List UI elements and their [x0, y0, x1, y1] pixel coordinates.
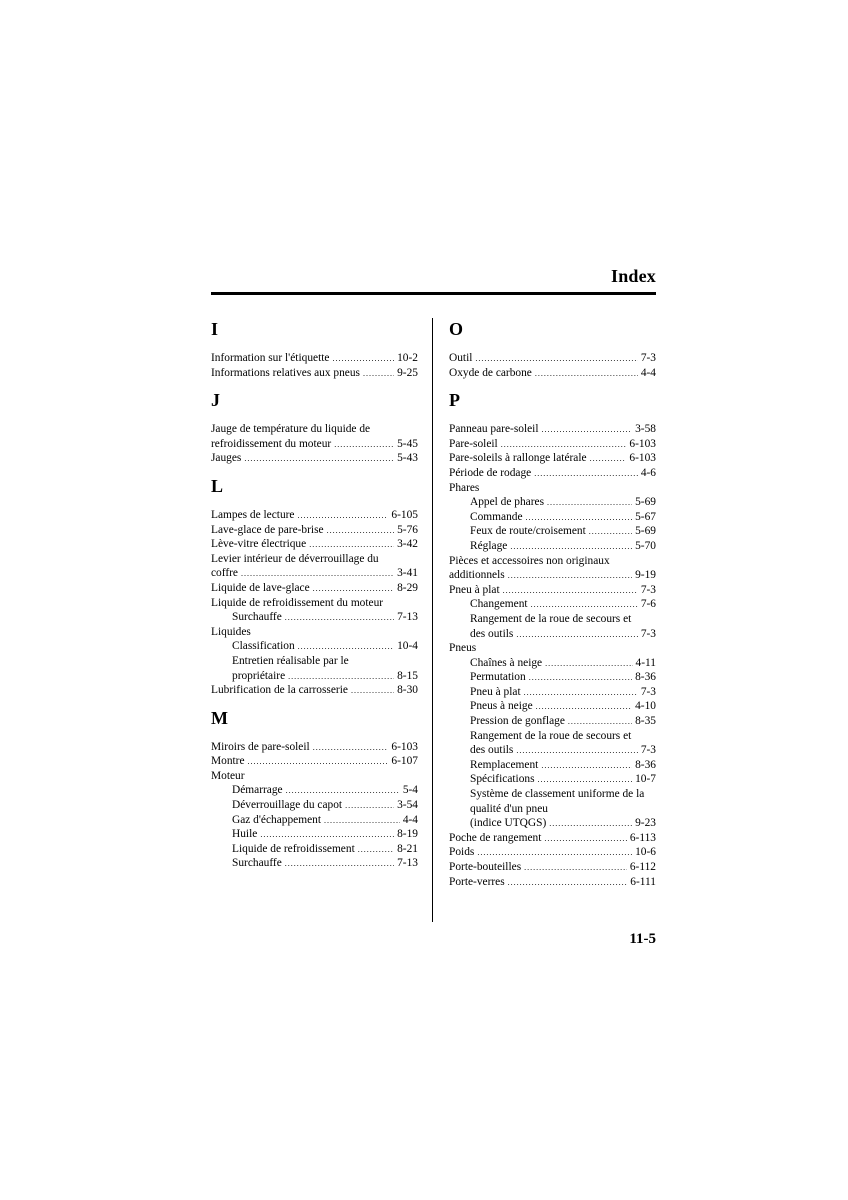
dot-leader	[589, 525, 632, 540]
index-entry-list	[211, 508, 418, 698]
index-entry	[211, 581, 418, 596]
index-entry-list	[211, 351, 418, 380]
index-entry	[449, 787, 656, 802]
index-entry	[449, 524, 656, 539]
index-entry	[211, 813, 418, 828]
entry-text: refroidissement du moteur	[211, 437, 332, 450]
index-entry	[211, 856, 418, 871]
entry-text: Liquide de lave-glace	[211, 581, 310, 594]
dot-leader	[549, 817, 632, 832]
dot-leader	[541, 759, 632, 774]
index-entry	[449, 772, 656, 787]
entry-text: Levier intérieur de déverrouillage du	[211, 552, 379, 565]
entry-text: Rangement de la roue de secours et	[470, 612, 632, 625]
entry-page-ref: 5-69	[635, 525, 656, 538]
entry-page-ref: 5-70	[635, 539, 656, 552]
entry-page-ref: 10-4	[397, 640, 418, 653]
dot-leader	[288, 670, 394, 685]
entry-page-ref: 4-6	[640, 466, 656, 479]
index-entry	[211, 552, 418, 567]
dot-leader	[503, 584, 638, 599]
entry-text: Surchauffe	[232, 857, 282, 870]
entry-page-ref: 8-21	[397, 842, 418, 855]
index-entry	[449, 451, 656, 466]
dot-leader	[516, 744, 637, 759]
entry-page-ref: 7-3	[640, 352, 656, 364]
entry-text: Pneu à plat	[470, 685, 521, 698]
entry-page-ref: 8-36	[635, 758, 656, 771]
index-entry	[211, 654, 418, 669]
index-entry	[211, 508, 418, 523]
entry-text: Pression de gonflage	[470, 715, 565, 728]
section-letter: M	[211, 707, 228, 728]
index-entry	[449, 554, 656, 569]
index-entry	[211, 842, 418, 857]
entry-page-ref: 7-6	[640, 598, 656, 611]
index-entry	[449, 699, 656, 714]
entry-text: Information sur l'étiquette	[211, 352, 330, 364]
entry-page-ref: 5-69	[635, 496, 656, 509]
index-column-left	[211, 318, 418, 881]
dot-leader	[516, 628, 637, 643]
index-entry	[449, 758, 656, 773]
index-entry	[449, 422, 656, 437]
entry-page-ref: 3-42	[397, 538, 418, 551]
entry-text: Changement	[470, 598, 528, 611]
entry-text: Moteur	[211, 769, 245, 782]
index-entry	[211, 366, 418, 381]
entry-text: Huile	[232, 828, 258, 841]
section-letter: J	[211, 390, 220, 411]
dot-leader	[332, 352, 394, 367]
entry-text: Oxyde de carbone	[449, 366, 532, 379]
entry-text: Poche de rangement	[449, 831, 542, 844]
entry-page-ref: 8-15	[397, 669, 418, 682]
entry-page-ref: 7-3	[640, 583, 656, 596]
index-entry	[211, 610, 418, 625]
entry-text: Période de rodage	[449, 466, 532, 479]
dot-leader	[508, 569, 632, 584]
entry-text: Entretien réalisable par le	[232, 654, 349, 667]
entry-text: Lubrification de la carrosserie	[211, 684, 348, 697]
entry-text: Classification	[232, 640, 295, 653]
entry-text: additionnels	[449, 569, 505, 582]
entry-page-ref: 8-35	[635, 715, 656, 728]
entry-text: Feux de route/croisement	[470, 525, 586, 538]
entry-text: Pare-soleils à rallonge latérale	[449, 452, 587, 465]
dot-leader	[363, 367, 394, 382]
entry-text: Déverrouillage du capot	[232, 799, 343, 812]
dot-leader	[313, 741, 389, 756]
entry-text: coffre	[211, 567, 238, 580]
entry-page-ref: 6-105	[391, 508, 418, 521]
entry-text: Poids	[449, 846, 475, 859]
dot-leader	[524, 686, 638, 701]
dot-leader	[536, 700, 632, 715]
dot-leader	[286, 784, 400, 799]
dot-leader	[510, 540, 632, 555]
entry-text: (indice UTQGS)	[470, 817, 547, 830]
section-letter: L	[211, 475, 224, 496]
entry-page-ref: 3-58	[635, 423, 656, 436]
entry-page-ref: 5-43	[397, 452, 418, 465]
page-title: Index	[610, 266, 656, 286]
entry-text: Jauges	[211, 452, 242, 465]
entry-text: Liquide de refroidissement	[232, 842, 355, 855]
index-entry	[449, 831, 656, 846]
index-entry	[449, 860, 656, 875]
entry-text: Chaînes à neige	[470, 656, 543, 669]
entry-text: Porte-bouteilles	[449, 861, 522, 873]
dot-leader	[309, 538, 394, 553]
entry-text: Jauge de température du liquide de	[211, 423, 371, 436]
entry-text: Liquide de refroidissement du moteur	[211, 596, 384, 609]
entry-page-ref: 5-4	[402, 784, 418, 797]
index-entry	[449, 366, 656, 381]
index-entry	[449, 641, 656, 656]
entry-page-ref: 10-7	[635, 773, 656, 786]
index-entry-list	[211, 740, 418, 871]
dot-leader	[324, 814, 400, 829]
index-entry	[449, 597, 656, 612]
dot-leader	[241, 567, 394, 582]
dot-leader	[538, 773, 633, 788]
dot-leader	[248, 755, 389, 770]
entry-text: Surchauffe	[232, 611, 282, 624]
entry-page-ref: 4-4	[640, 366, 656, 379]
index-entry	[211, 523, 418, 538]
entry-page-ref: 9-23	[635, 817, 656, 830]
dot-leader	[351, 684, 394, 699]
entry-text: Liquides	[211, 625, 251, 638]
index-entry	[449, 466, 656, 481]
dot-leader	[298, 509, 389, 524]
entry-page-ref: 8-36	[635, 671, 656, 684]
entry-text: Porte-verres	[449, 875, 505, 888]
dot-leader	[477, 846, 632, 861]
entry-text: Outil	[449, 352, 473, 364]
dot-leader	[475, 352, 637, 367]
entry-page-ref: 4-10	[635, 700, 656, 713]
index-entry	[211, 827, 418, 842]
dot-leader	[535, 367, 638, 382]
index-entry	[449, 729, 656, 744]
entry-page-ref: 10-6	[635, 846, 656, 859]
index-entry	[449, 685, 656, 700]
entry-text: propriétaire	[232, 669, 286, 682]
index-entry	[449, 612, 656, 627]
dot-leader	[545, 657, 632, 672]
entry-page-ref: 10-2	[397, 352, 418, 364]
entry-page-ref: 6-103	[629, 452, 656, 465]
index-entry-list	[449, 422, 656, 889]
index-entry	[211, 351, 418, 366]
entry-text: Gaz d'échappement	[232, 813, 322, 826]
entry-page-ref: 6-112	[629, 861, 656, 873]
index-entry	[211, 683, 418, 698]
entry-page-ref: 4-4	[402, 813, 418, 826]
index-entry	[449, 714, 656, 729]
entry-text: des outils	[470, 744, 514, 757]
index-entry	[449, 845, 656, 860]
entry-text: Pneus à neige	[470, 700, 533, 713]
index-entry-list	[449, 351, 656, 380]
entry-text: Pièces et accessoires non originaux	[449, 554, 610, 567]
dot-leader	[547, 496, 632, 511]
column-divider	[432, 318, 433, 922]
entry-page-ref: 4-11	[635, 656, 656, 669]
index-entry	[211, 537, 418, 552]
entry-text: Montre	[211, 755, 245, 768]
dot-leader	[526, 511, 633, 526]
entry-text: Lampes de lecture	[211, 508, 295, 521]
index-entry	[211, 437, 418, 452]
entry-text: Démarrage	[232, 784, 283, 797]
entry-page-ref: 7-13	[397, 611, 418, 624]
index-entry	[449, 816, 656, 831]
entry-text: Pneus	[449, 642, 477, 655]
index-entry	[211, 783, 418, 798]
index-entry	[449, 670, 656, 685]
entry-page-ref: 7-3	[640, 685, 656, 698]
section-letter: P	[449, 390, 460, 411]
entry-page-ref: 8-19	[397, 828, 418, 841]
entry-text: Réglage	[470, 539, 508, 552]
entry-page-ref: 9-19	[635, 569, 656, 582]
header-rule	[211, 292, 656, 295]
entry-page-ref: 6-113	[629, 831, 656, 844]
index-entry	[211, 625, 418, 640]
dot-leader	[345, 799, 394, 814]
entry-text: Pare-soleil	[449, 437, 498, 450]
index-entry	[211, 669, 418, 684]
entry-text: Remplacement	[470, 758, 539, 771]
dot-leader	[534, 467, 638, 482]
entry-page-ref: 9-25	[397, 366, 418, 379]
index-entry	[449, 583, 656, 598]
index-column-right	[449, 318, 656, 899]
entry-page-ref: 7-3	[640, 627, 656, 640]
index-entry	[449, 875, 656, 890]
index-entry	[211, 740, 418, 755]
dot-leader	[334, 438, 394, 453]
dot-leader	[529, 671, 632, 686]
index-entry	[449, 351, 656, 366]
entry-text: Miroirs de pare-soleil	[211, 740, 310, 753]
dot-leader	[358, 843, 394, 858]
dot-leader	[508, 876, 628, 891]
entry-text: Phares	[449, 481, 480, 494]
section-letter: O	[449, 319, 464, 339]
entry-text: Rangement de la roue de secours et	[470, 729, 632, 742]
dot-leader	[544, 832, 626, 847]
index-entry	[211, 596, 418, 611]
index-entry	[449, 437, 656, 452]
entry-text: Informations relatives aux pneus	[211, 366, 360, 379]
dot-leader	[524, 861, 627, 876]
dot-leader	[568, 715, 632, 730]
index-entry	[211, 451, 418, 466]
entry-page-ref: 5-76	[397, 523, 418, 536]
dot-leader	[327, 524, 395, 539]
entry-page-ref: 6-107	[391, 755, 418, 768]
index-entry	[211, 798, 418, 813]
entry-page-ref: 5-45	[397, 437, 418, 450]
entry-text: Commande	[470, 510, 523, 523]
dot-leader	[501, 438, 627, 453]
index-entry	[211, 769, 418, 784]
entry-text: Spécifications	[470, 773, 535, 786]
page-number: 11-5	[629, 931, 656, 947]
entry-text: Lève-vitre électrique	[211, 538, 307, 551]
entry-text: Système de classement uniforme de la	[470, 788, 645, 801]
index-entry	[449, 495, 656, 510]
entry-text: des outils	[470, 627, 514, 640]
entry-page-ref: 3-54	[397, 799, 418, 812]
dot-leader	[298, 640, 394, 655]
entry-text: Appel de phares	[470, 496, 545, 509]
entry-text: Pneu à plat	[449, 583, 500, 596]
entry-text: Lave-glace de pare-brise	[211, 523, 324, 536]
entry-page-ref: 8-30	[397, 684, 418, 697]
entry-page-ref: 6-103	[629, 437, 656, 450]
index-entry	[211, 754, 418, 769]
entry-text: Permutation	[470, 671, 526, 684]
dot-leader	[285, 611, 394, 626]
entry-page-ref: 6-103	[391, 740, 418, 753]
index-entry	[449, 568, 656, 583]
index-entry	[211, 422, 418, 437]
dot-leader	[313, 582, 394, 597]
dot-leader	[285, 857, 394, 872]
index-entry-list	[211, 422, 418, 466]
dot-leader	[590, 452, 627, 467]
dot-leader	[244, 452, 394, 467]
entry-text: qualité d'un pneu	[470, 802, 548, 815]
index-entry	[449, 627, 656, 642]
index-entry	[449, 656, 656, 671]
section-letter: I	[211, 319, 219, 339]
entry-page-ref: 3-41	[397, 567, 418, 580]
entry-page-ref: 7-3	[640, 744, 656, 757]
index-entry	[449, 743, 656, 758]
index-entry	[211, 639, 418, 654]
dot-leader	[531, 598, 638, 613]
index-entry	[449, 481, 656, 496]
entry-page-ref: 6-111	[630, 875, 656, 888]
entry-page-ref: 5-67	[635, 510, 656, 523]
dot-leader	[542, 423, 633, 438]
entry-page-ref: 7-13	[397, 857, 418, 870]
index-entry	[449, 510, 656, 525]
index-entry	[211, 566, 418, 581]
entry-page-ref: 8-29	[397, 581, 418, 594]
dot-leader	[260, 828, 394, 843]
index-entry	[449, 539, 656, 554]
entry-text: Panneau pare-soleil	[449, 423, 539, 436]
index-entry	[449, 802, 656, 817]
